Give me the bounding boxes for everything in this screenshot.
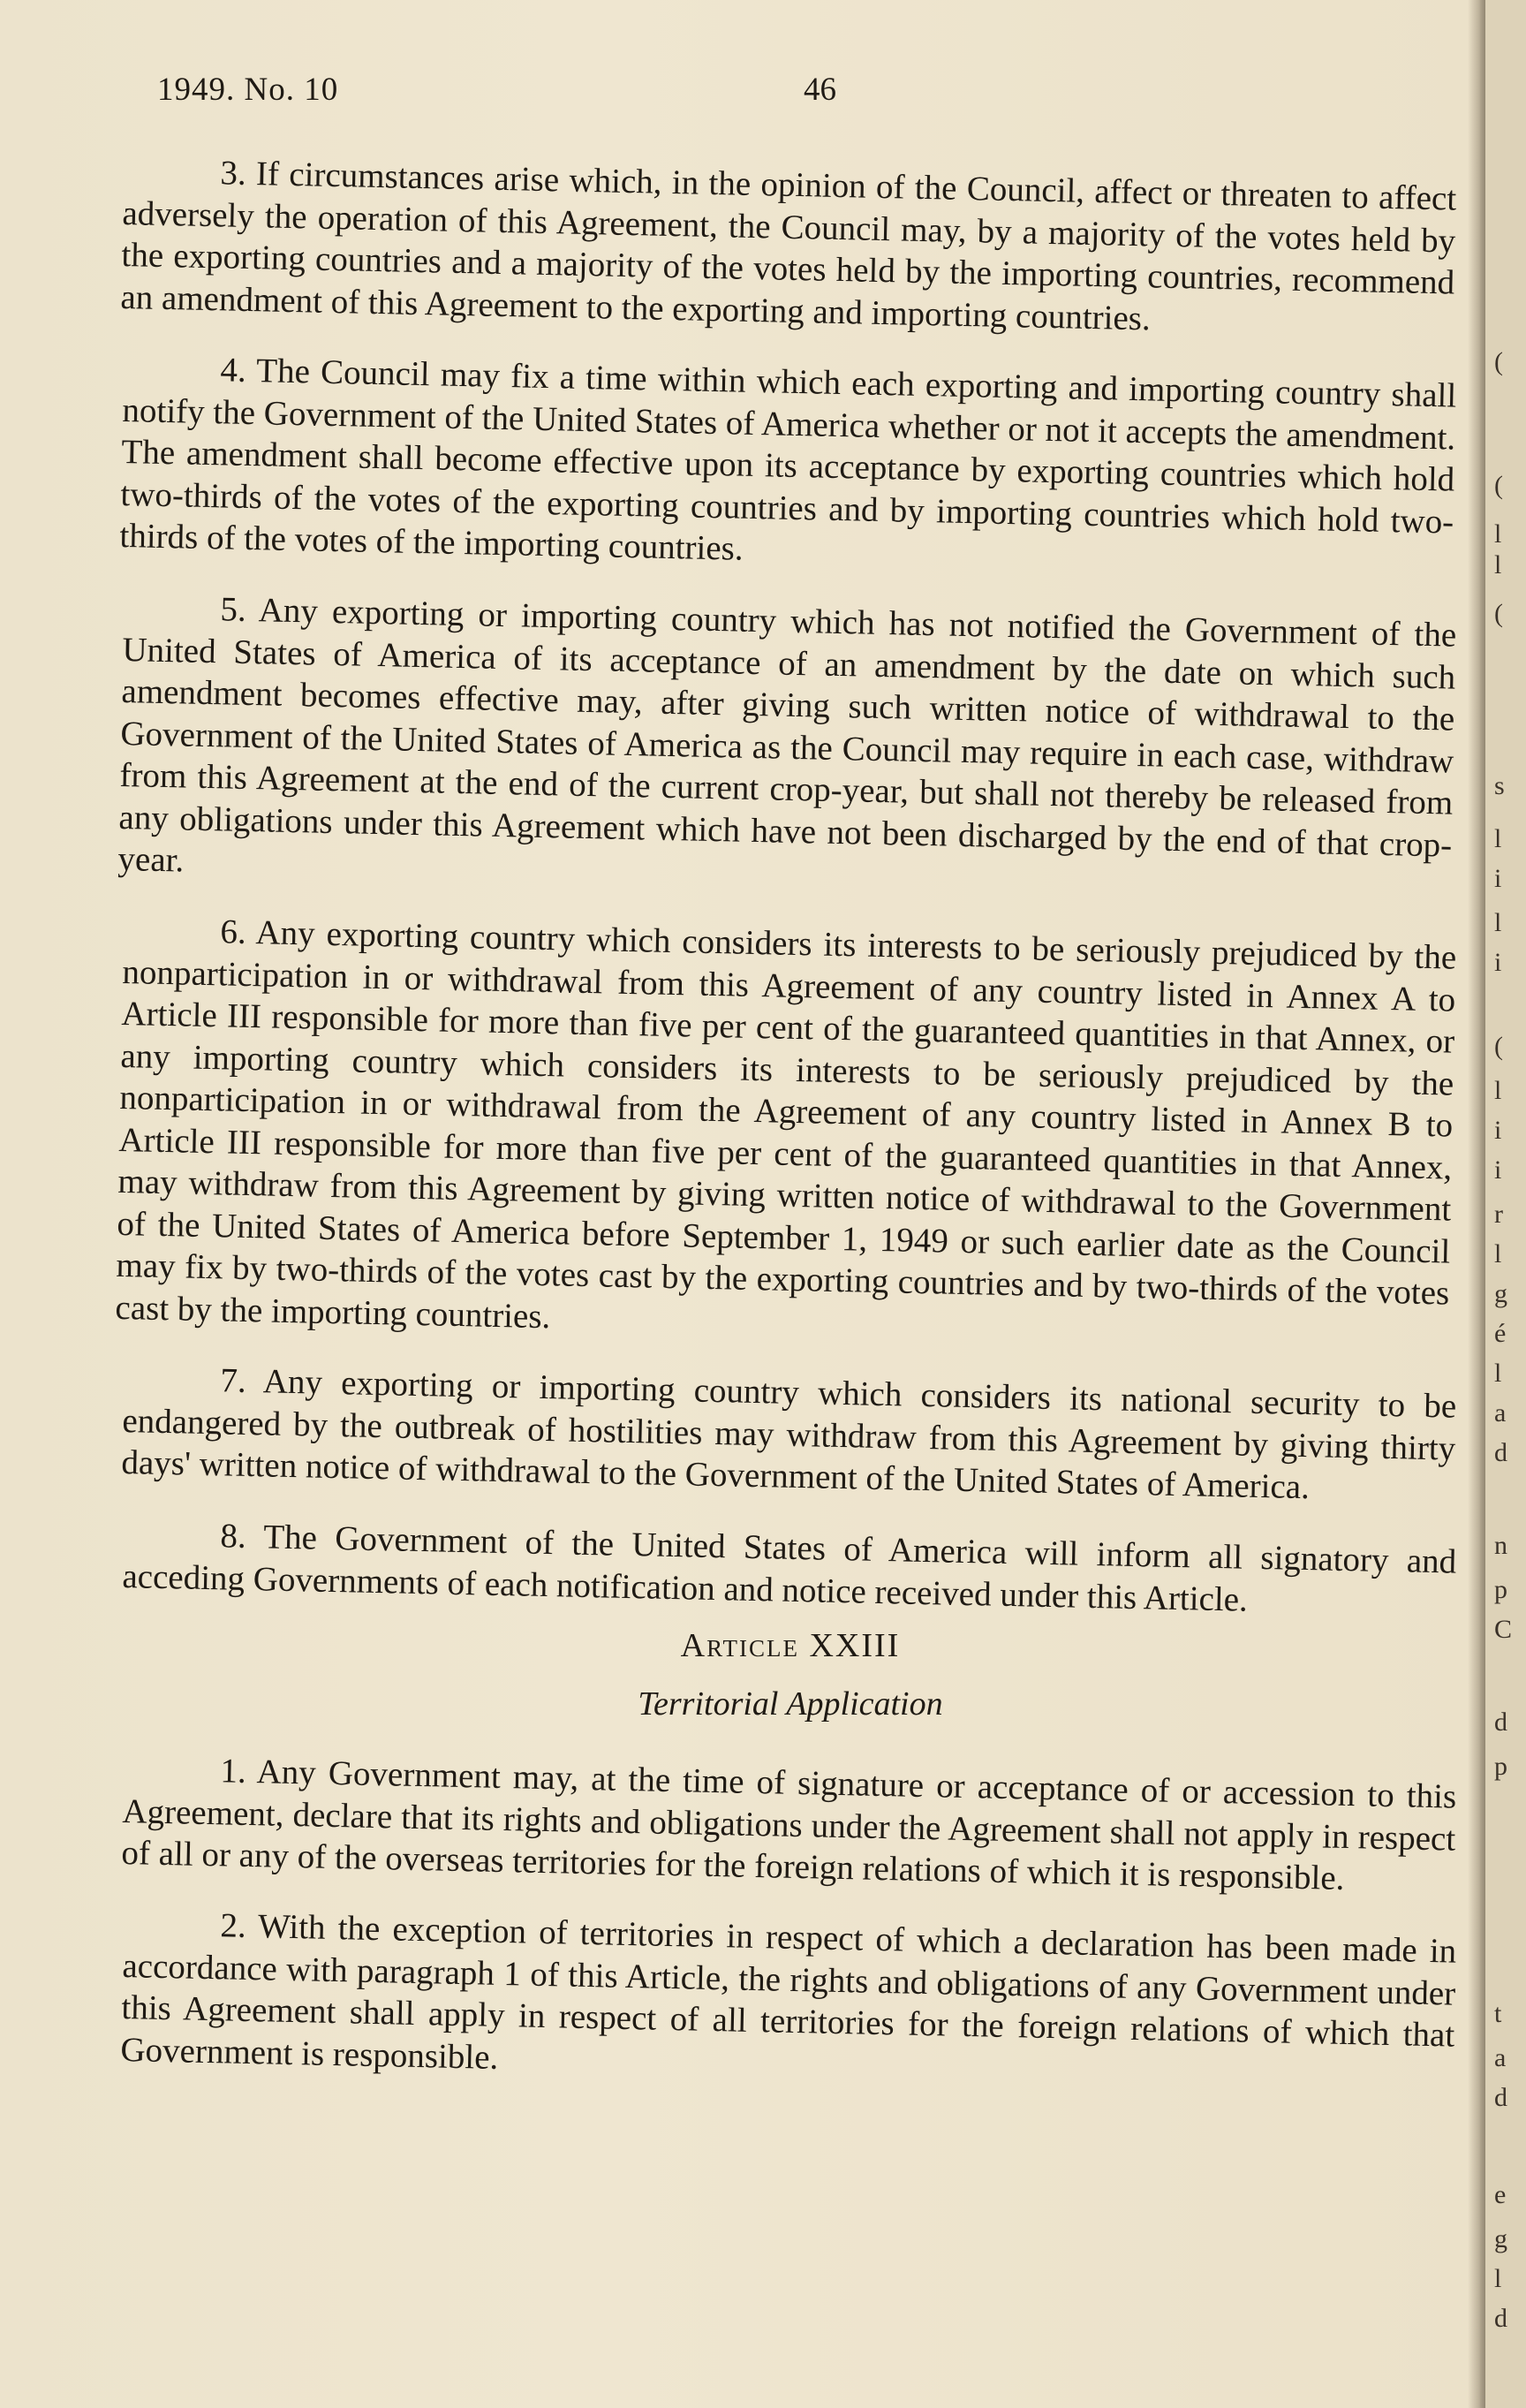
facing-fragment: i [1494,1155,1502,1185]
facing-fragment: ( [1494,347,1503,376]
facing-fragment: a [1494,1398,1507,1427]
facing-fragment: p [1494,1575,1507,1604]
facing-fragment: p [1494,1752,1507,1781]
facing-fragment: t [1494,1999,1502,2028]
facing-fragment: a [1494,2043,1507,2072]
facing-fragment: r [1494,1200,1503,1229]
facing-fragment: d [1494,1708,1507,1737]
article-paragraph-2: 2. With the exception of territories in respect of which a declaration has been made in accordance with paragraph 1 of this Article, the rights and obligations of any Government under this Agreement shall apply in respect of all territories for the foreign relations of which that Government is responsible. [120,1906,1457,2077]
facing-fragment: i [1494,864,1502,893]
facing-fragment: d [1494,2083,1507,2112]
facing-fragment: i [1494,948,1502,977]
article-paragraph-1: 1. Any Government may, at the time of signature or acceptance of or accession to this Agreement, declare that its rights and obligations under the Agreement shall not apply in respect of all or any of the overseas territories for the foreign relations of which it is responsible. [121,1751,1457,1897]
page-gutter-shadow [1468,0,1485,2408]
facing-fragment: l [1494,1076,1502,1105]
facing-fragment: l [1494,824,1502,853]
paragraph-7: 7. Any exporting or importing country which considers its national security to be endangered by the outbreak of hostilities may withdraw from this Agreement by giving thirty days' written notice of withdrawal to the Government of the United States of America. [121,1361,1457,1507]
paragraph-4: 4. The Council may fix a time within which each exporting and importing country shall notify the Government of the United States of America whether or not it accepts the amendment. The amendment shall become effective upon its acceptance by exporting countries which hold two-thirds of the votes of the exporting countries and by importing countries which hold two-thirds of the votes of the importing countries. [119,351,1457,568]
facing-fragment: i [1494,1116,1502,1145]
paragraph-3: 3. If circumstances arise which, in the opinion of the Council, affect or threaten to affect adversely the operation of this Agreement, the Council may, by a majority of the votes held by the exporting countries and a majority of the votes held by the importing countries, recommend an amendment of this Agreement to the exporting and importing countries. [120,154,1457,337]
facing-fragment: g [1494,2224,1507,2253]
facing-fragment: ( [1494,1032,1503,1061]
paragraph-5: 5. Any exporting or importing country which has not notified the Government of the United States of America of its acceptance of an amendment by the date on which such amendment becomes effective may, after giving such written notice of withdrawal to the Government of the United States of America as the Council may require in each case, withdraw from this Agreement at the end of the current crop-year, but shall not thereby be released from any obligations under this Agreement which have not been discharged by the end of that crop-year. [117,589,1457,879]
paragraph-6: 6. Any exporting country which considers its interests to be seriously prejudiced by the nonparticipation in or withdrawal from this Agreement of any country listed in Annex A to Article III responsible for more than five per cent of the guaranteed quantities in that Annex, or any importing country which considers its interests to be seriously prejudiced by the nonparticipation in or withdrawal from the Agreement of any country listed in Annex B to Article III responsible for more than five per cent of the guaranteed quantities in that Annex, may withdraw from this Agreement by giving written notice of withdrawal to the Government of the United States of America before September 1, 1949 or such earlier date as the Council may fix by two-thirds of the votes cast by the exporting countries and by two-thirds of the votes cast by the importing countries. [115,912,1457,1336]
facing-fragment: ( [1494,471,1503,500]
running-head [157,71,1409,115]
page-number: 46 [804,72,836,108]
facing-fragment: n [1494,1531,1507,1560]
facing-fragment: l [1494,519,1502,549]
facing-fragment: C [1494,1615,1513,1644]
facing-fragment: l [1494,2264,1502,2293]
running-head-citation: 1949. No. 10 [157,72,339,108]
facing-fragment: ( [1494,599,1503,628]
facing-fragment: s [1494,771,1505,800]
facing-fragment: g [1494,1279,1507,1308]
article-subheading: Territorial Application [638,1685,943,1723]
facing-page-edge [1485,0,1526,2408]
facing-fragment: d [1494,2304,1507,2333]
article-heading: Article XXIII [680,1626,901,1664]
facing-fragment: d [1494,1438,1507,1467]
facing-fragment: é [1494,1319,1507,1348]
facing-fragment: l [1494,1239,1502,1268]
paragraph-8: 8. The Government of the United States of America will inform all signatory and acceding Governments of each notification and notice received under this Article. [122,1516,1457,1618]
facing-fragment: e [1494,2180,1507,2209]
document-body [115,150,1457,2100]
facing-fragment: l [1494,550,1502,579]
facing-fragment: l [1494,1359,1502,1388]
facing-fragment: l [1494,908,1502,937]
